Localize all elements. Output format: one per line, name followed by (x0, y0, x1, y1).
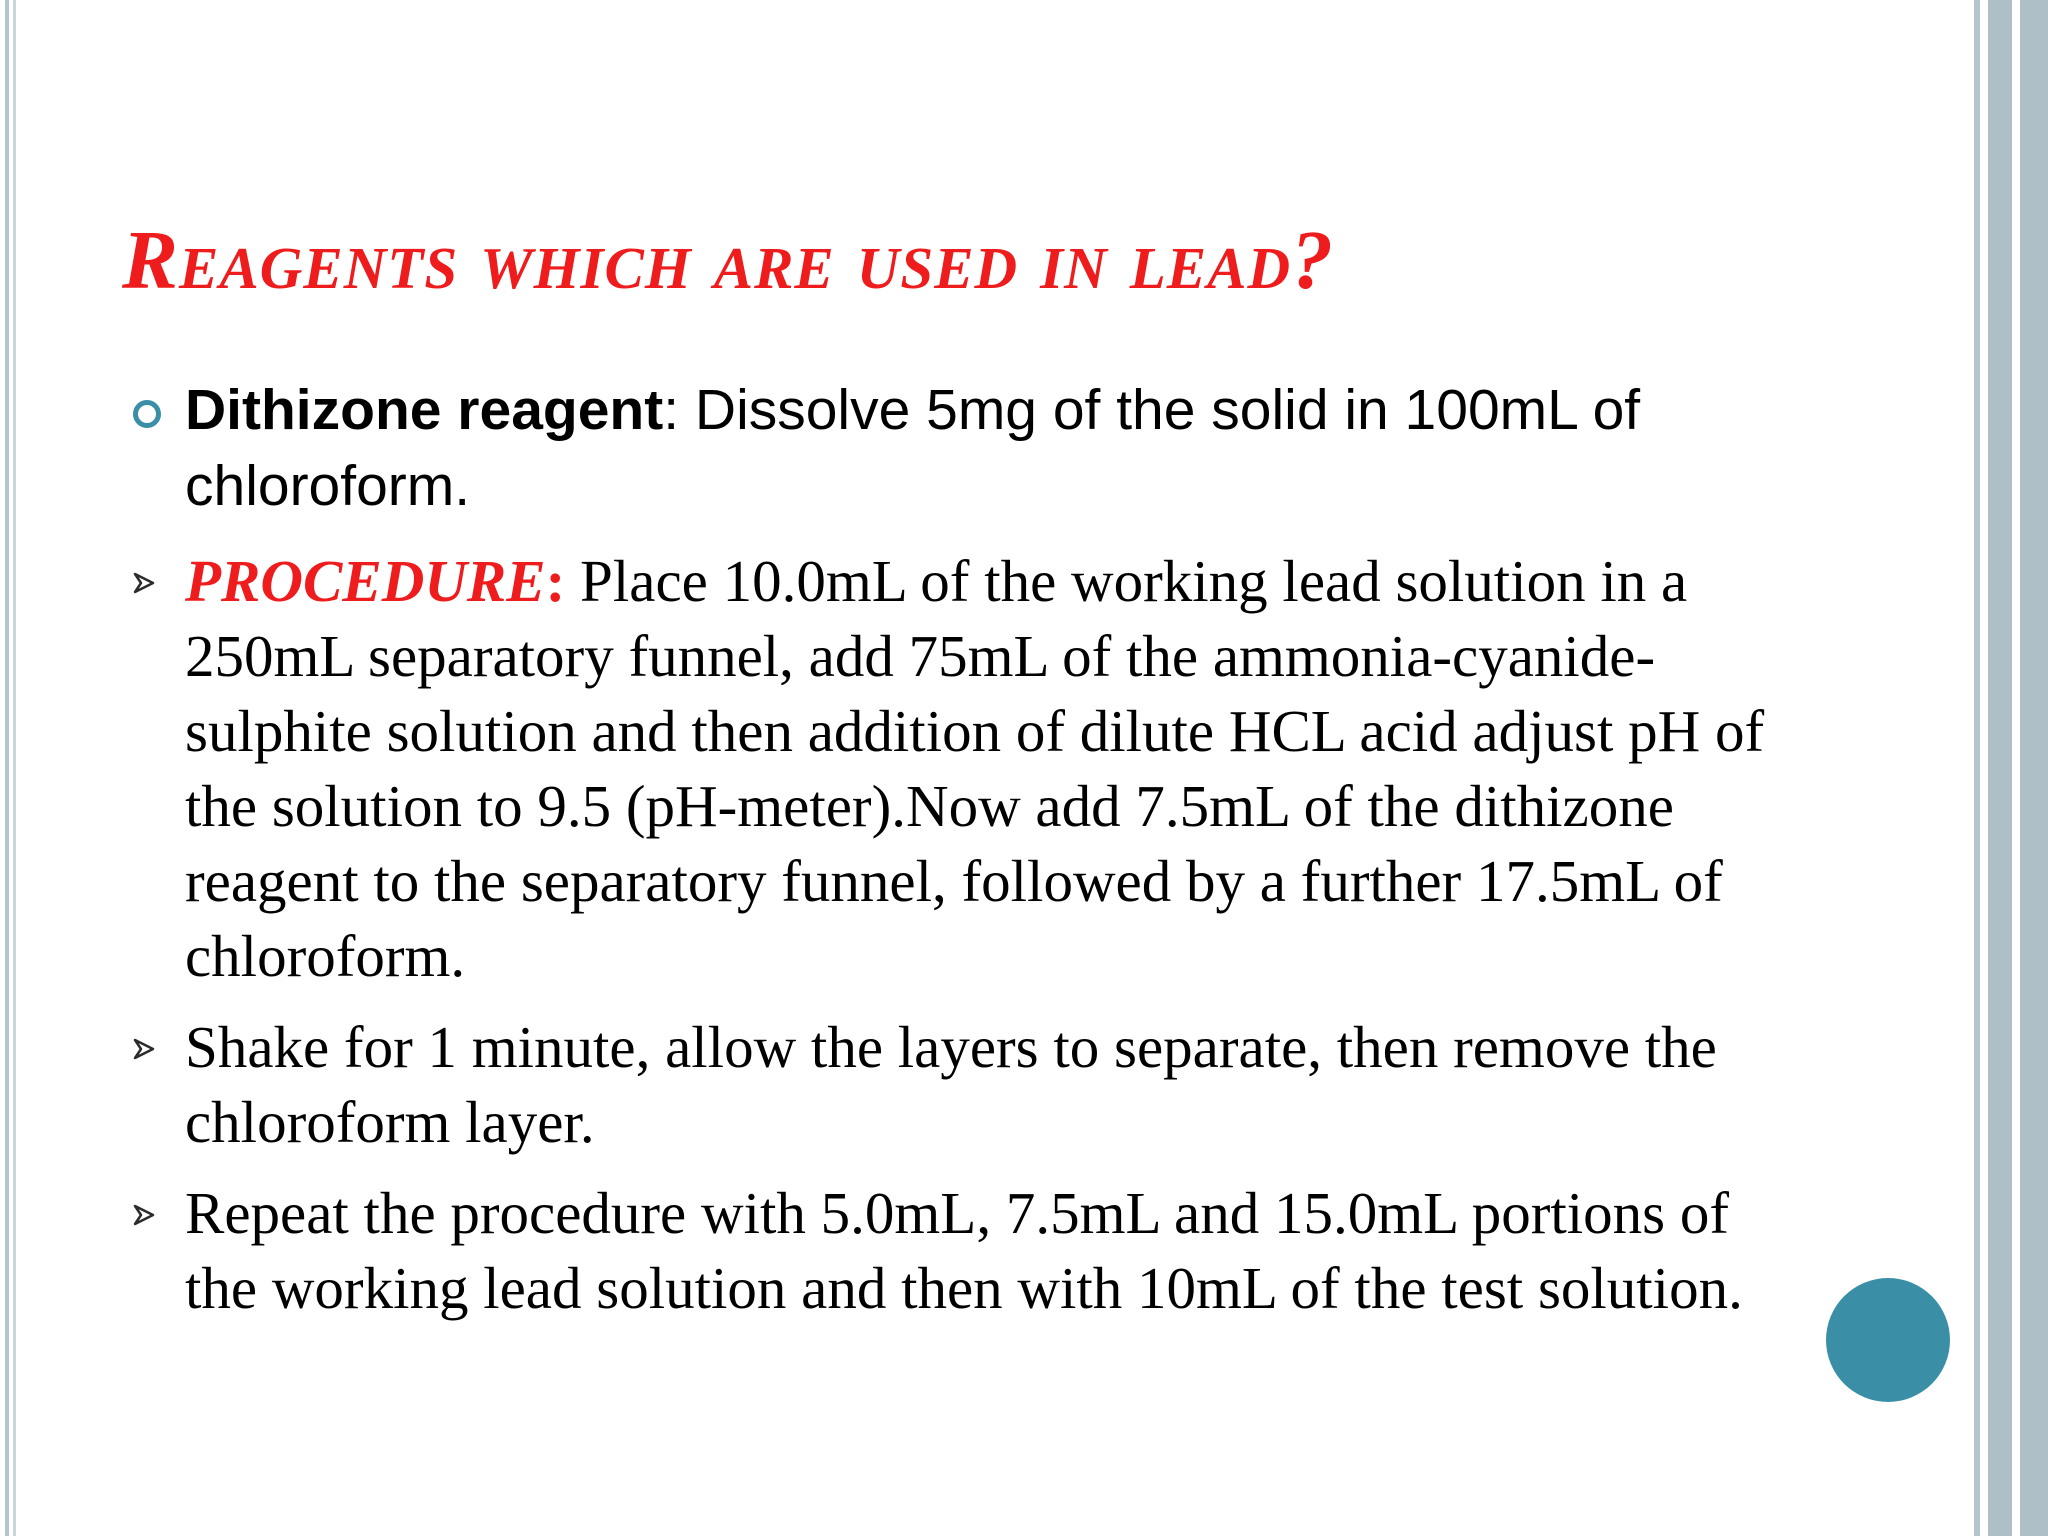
list-item-shake (185, 1010, 1775, 1160)
teal-circle-icon (1826, 1278, 1950, 1402)
item-text: Place 10.0mL of the working lead solution in a 250mL separatory funnel, add 75mL of the ammonia-cyanide-sulphite solution and then addition of dilute HCL acid adjust pH of the solution to 9.5 (pH-meter).Now add 7.5mL of the dithizone reagent to the separatory funnel, followed by a further 17.5mL of chloroform. (185, 548, 1765, 989)
item-separator: : (663, 378, 680, 442)
item-label: Dithizone reagent (185, 378, 664, 442)
left-border-decoration (0, 0, 26, 1536)
list-item-repeat (185, 1176, 1775, 1326)
item-text: Shake for 1 minute, allow the layers to separate, then remove the chloroform layer. (185, 1014, 1717, 1155)
right-border-decoration (1968, 0, 2048, 1536)
slide-content (185, 372, 1775, 1342)
arrow-bullet-icon (132, 1203, 156, 1227)
list-item-procedure (185, 544, 1775, 994)
slide-title: Reagents which are used in lead? (122, 214, 1335, 307)
item-label: PROCEDURE (185, 548, 546, 614)
arrow-bullet-icon (132, 1037, 156, 1061)
item-text: Dissolve 5mg of the solid in 100mL of chloroform. (185, 378, 1641, 518)
list-item-dithizone (185, 372, 1775, 524)
item-text: Repeat the procedure with 5.0mL, 7.5mL and 15.0mL portions of the working lead solution and then with 10mL of the test solution. (185, 1180, 1743, 1321)
item-separator: : (545, 548, 566, 614)
circle-bullet-icon (133, 400, 161, 428)
arrow-bullet-icon (132, 571, 156, 595)
